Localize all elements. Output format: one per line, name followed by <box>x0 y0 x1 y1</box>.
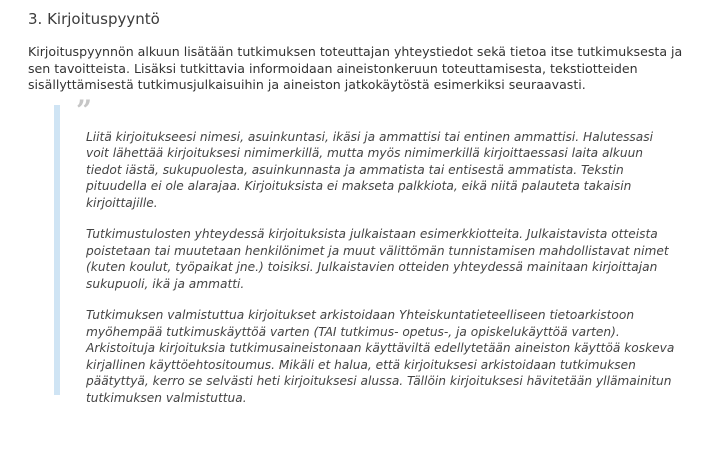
blockquote <box>54 93 684 405</box>
intro-paragraph: Kirjoituspyynnön alkuun lisätään tutkimuksen toteuttajan yhteystiedot sekä tietoa itse tutkimuksesta ja sen tavoitteista. Lisäksi tutkittavia informoidaan aineistonkeruun toteuttamisesta, tekstiotteiden sisällyttämisestä tutkimusjulkaisuihin ja aineiston jatkokäytöstä esimerkiksi seuraavasti. <box>28 44 683 92</box>
section-heading: 3. Kirjoituspyyntö <box>28 10 160 28</box>
intro-text <box>28 44 688 94</box>
quote-paragraph-1: Liitä kirjoitukseesi nimesi, asuinkuntasi, ikäsi ja ammattisi tai entinen ammattisi. Halutessasi voit lähettää kirjoituksesi nimimerkillä, mutta myös nimimerkillä kirjoittaessasi laita alkuun tiedot iästä, sukupuolesta, asuinkunnasta ja ammatista tai entisestä ammatista. Tekstin pituudella ei ole alarajaa. Kirjoituksista ei makseta palkkiota, eikä niitä palauteta takaisin kirjoittajille. <box>86 129 653 210</box>
quote-mark-icon: ” <box>76 93 93 127</box>
quote-body <box>86 105 684 407</box>
quote-paragraph-2: Tutkimustulosten yhteydessä kirjoituksista julkaistaan esimerkkiotteita. Julkaistavista otteista poistetaan tai muutetaan henkilönimet ja muut välittömän tunnistamisen mahdollistavat nimet (kuten koulut, työpaikat jne.) toisiksi. Julkaistavien otteiden yhteydessä mainitaan kirjoittajan sukupuoli, ikä ja ammatti. <box>86 227 669 291</box>
quote-paragraph-3: Tutkimuksen valmistuttua kirjoitukset arkistoidaan Yhteiskuntatieteelliseen tietoarkistoon myöhempää tutkimuskäyttöä varten (TAI tutkimus- opetus-, ja opiskelukäyttöä varten). Arkistoituja kirjoituksia tutkimusaineistonaan käyttäviltä edellytetään aineiston käyttöä koskeva kirjallinen käyttöehtositoumus. Mikäli et halua, että kirjoituksesi arkistoidaan tutkimuksen päätyttyä, kerro se selvästi heti kirjoituksesi alussa. Tällöin kirjoituksesi hävitetään yllämainitun tutkimuksen valmistuttua. <box>86 308 675 405</box>
